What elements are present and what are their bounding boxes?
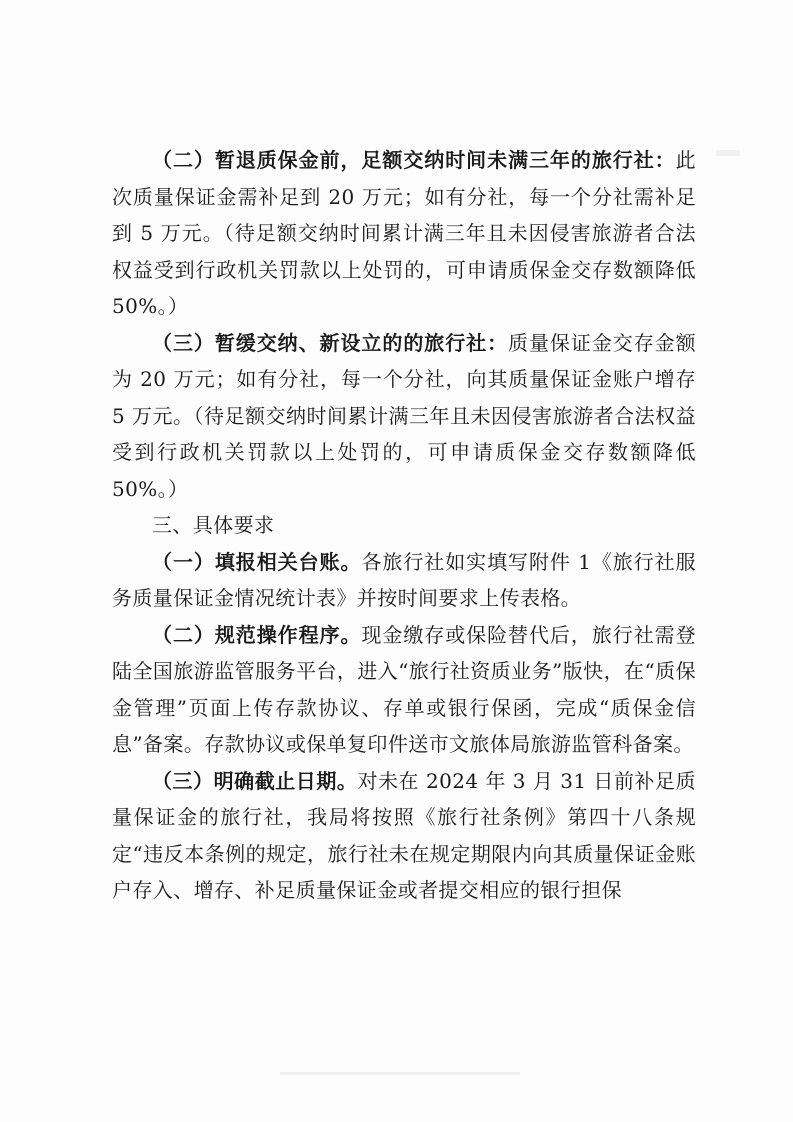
paragraph-fill-ledger	[112, 544, 696, 617]
paragraph-lead: （三）暂缓交纳、新设立的的旅行社：	[152, 330, 509, 355]
paragraph-lead: （三）明确截止日期。	[152, 768, 358, 793]
paragraph-procedure	[112, 617, 696, 763]
paragraph-text: 对未在 2024 年 3 月 31 日前补足质量保证金的旅行社，我局将按照《旅行社条例》第四十八条规定“违反本条例的规定，旅行社未在规定期限内向其质量保证金账户存入、增存、补足质量保证金或者提交相应的银行担保	[112, 768, 697, 902]
paragraph-lead: （一）填报相关台账。	[152, 549, 362, 574]
paragraph-lead: （二）暂退质保金前，足额交纳时间未满三年的旅行社：	[152, 148, 676, 172]
paragraph-lead: （二）规范操作程序。	[152, 622, 362, 647]
paragraph-text: 各旅行社如实填写附件 1《旅行社服务质量保证金情况统计表》并按时间要求上传表格。	[112, 549, 697, 610]
paragraph-deposit-under-three-years	[112, 142, 696, 325]
margin-mark	[716, 150, 740, 156]
paragraph-text: 此次质量保证金需补足到 20 万元；如有分社，每一个分社需补足到 5 万元。（待足额交纳时间累计满三年且未因侵害旅游者合法权益受到行政机关罚款以上处罚的，可申请质保金交存数额降低 50%。）	[112, 148, 696, 318]
scan-shade	[280, 1072, 520, 1075]
section-heading-requirements: 三、具体要求	[152, 513, 275, 537]
paragraph-text: 质量保证金交存金额为 20 万元；如有分社，每一个分社，向其质量保证金账户增存 5 万元。（待足额交纳时间累计满三年且未因侵害旅游者合法权益受到行政机关罚款以上处罚的，可申请质保金交存数额降低 50%。）	[112, 330, 696, 501]
paragraph-text: 现金缴存或保险替代后，旅行社需登陆全国旅游监管服务平台，进入“旅行社资质业务”版快，在“质保金管理”页面上传存款协议、存单或银行保函，完成“质保金信息”备案。存款协议或保单复印件送市文旅体局旅游监管科备案。	[112, 622, 696, 756]
paragraph-deadline	[112, 763, 696, 909]
paragraph-new-agencies	[112, 325, 696, 508]
document-body	[112, 142, 696, 909]
